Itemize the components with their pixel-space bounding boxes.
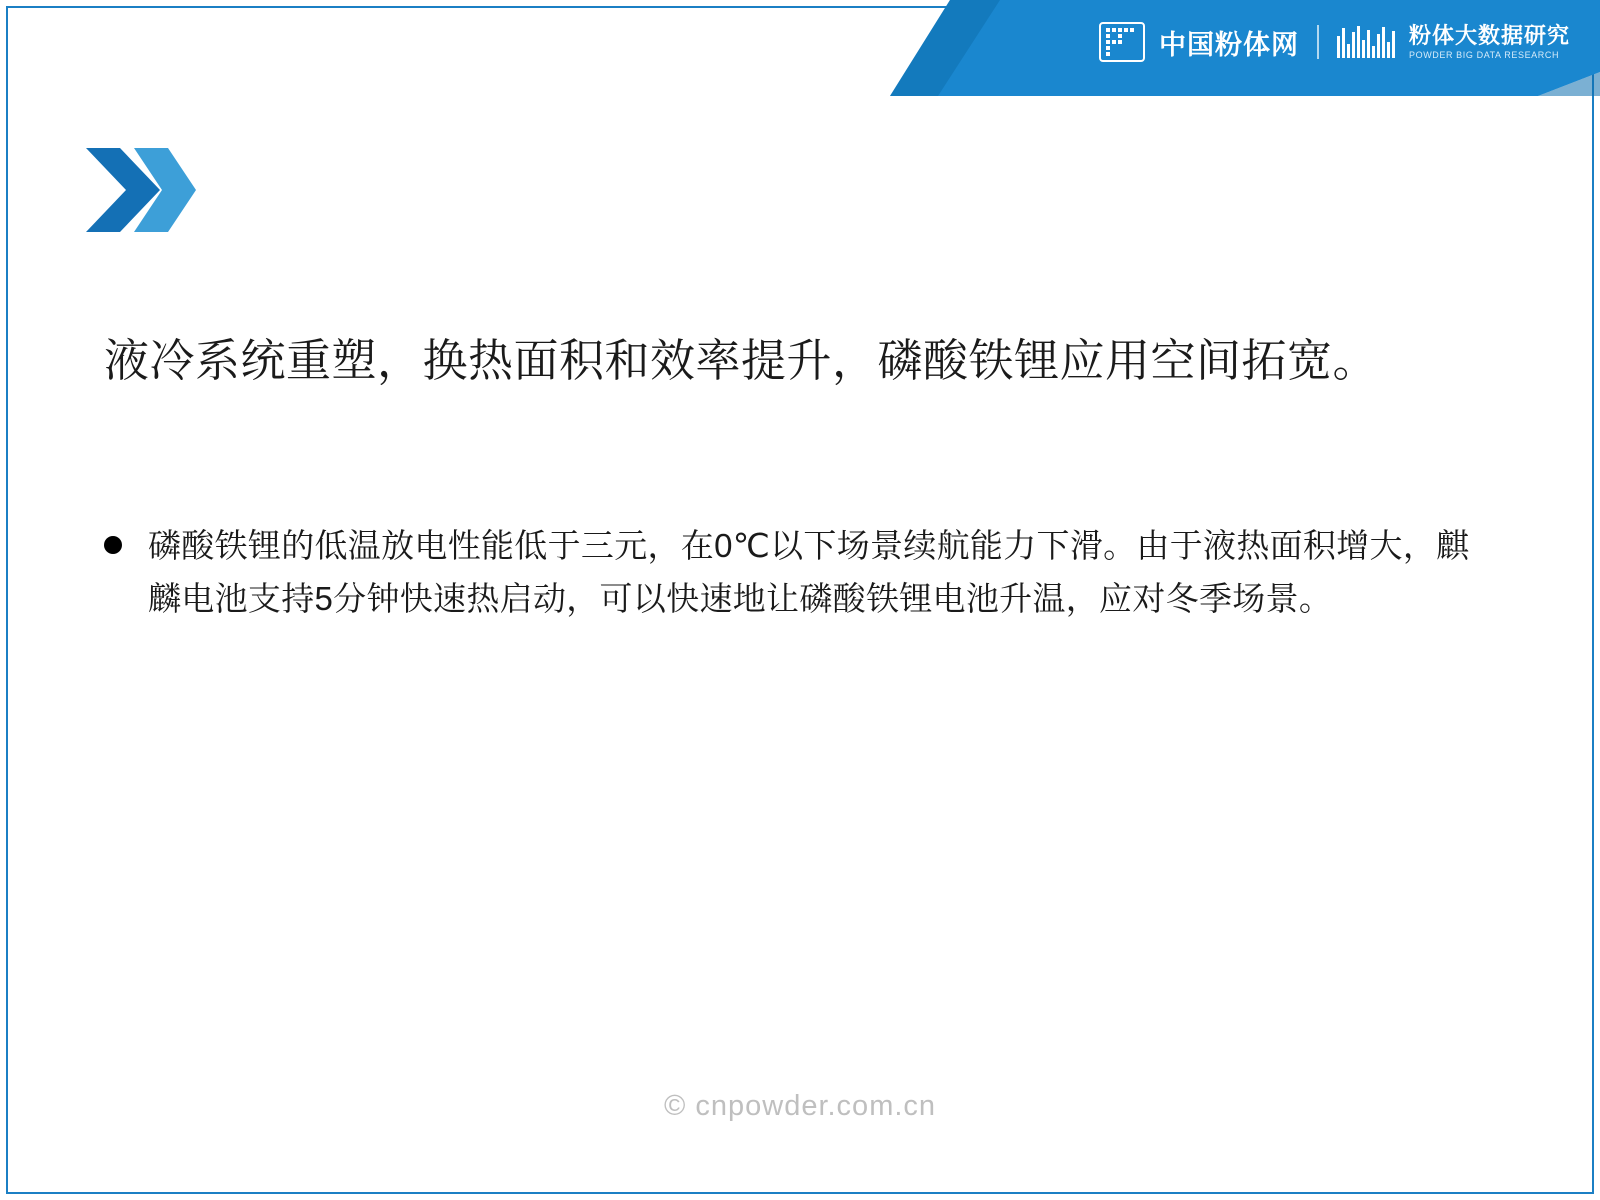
bullet-list xyxy=(104,520,1499,626)
header-logo-group xyxy=(1099,16,1570,68)
bullet-dot-icon xyxy=(104,536,122,554)
brand-primary-label: 中国粉体网 xyxy=(1158,29,1299,60)
footer-watermark: © cnpowder.com.cn xyxy=(663,1090,937,1122)
barcode-icon xyxy=(1337,26,1395,58)
brand-secondary-cn-label: 粉体大数据研究 xyxy=(1408,22,1570,48)
header-divider xyxy=(1317,25,1319,59)
bullet-text: 磷酸铁锂的低温放电性能低于三元，在0℃以下场景续航能力下滑。由于液热面积增大，麒麟电池支持5分钟快速热启动，可以快速地让磷酸铁锂电池升温，应对冬季场景。 xyxy=(148,527,1470,617)
page-title: 液冷系统重塑，换热面积和效率提升，磷酸铁锂应用空间拓宽。 xyxy=(104,335,1379,386)
list-item xyxy=(104,520,1499,626)
brand-secondary-en-label: POWDER BIG DATA RESEARCH xyxy=(1408,49,1560,60)
powder-logo-icon xyxy=(1099,22,1145,62)
brand-secondary-group xyxy=(1408,22,1570,60)
double-chevron-right-icon xyxy=(86,148,196,232)
